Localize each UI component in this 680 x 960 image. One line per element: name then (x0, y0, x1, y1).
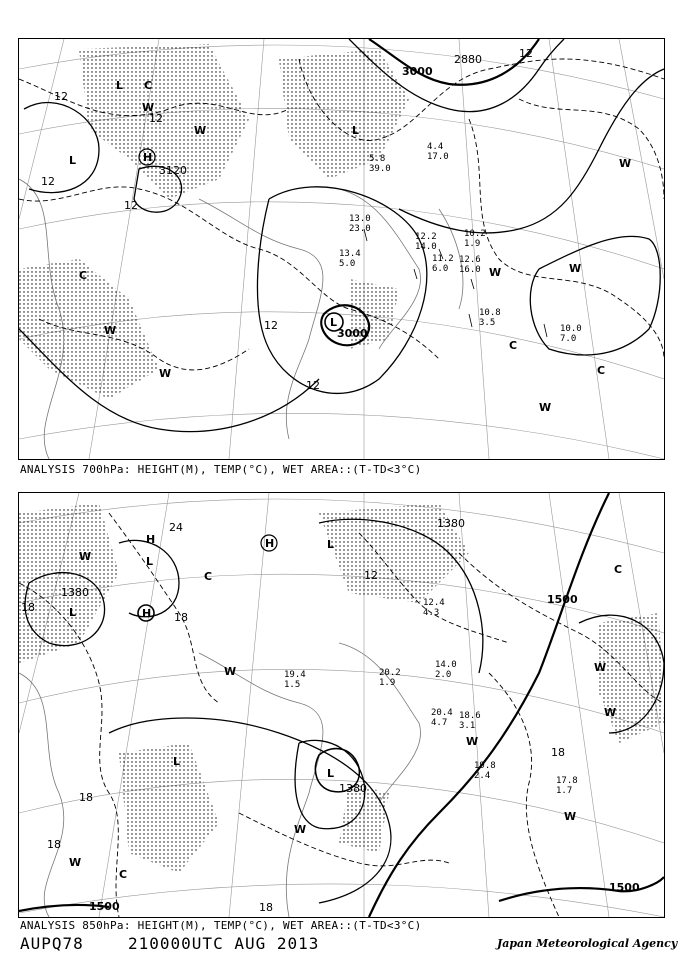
station-temp: 11.2 (432, 254, 454, 264)
station-plot (423, 598, 445, 618)
warm-center-symbol: W (69, 856, 82, 869)
station-dewpoint: 16.0 (459, 265, 481, 275)
contour-label: 1380 (61, 586, 89, 599)
station-temp: 20.4 (431, 708, 453, 718)
low-center-symbol: L (69, 154, 77, 167)
coastlines-850 (19, 643, 421, 917)
station-plot (349, 214, 371, 234)
contour-label: 12 (264, 319, 278, 332)
contour-label: 18 (47, 838, 61, 851)
station-plot (560, 324, 582, 344)
contour-label: 12 (124, 199, 138, 212)
contour-label: 3000 (337, 327, 368, 340)
warm-center-symbol: W (619, 157, 632, 170)
low-center-symbol: L (146, 555, 154, 568)
high-center-symbol: H (142, 607, 152, 620)
station-temp: 10.2 (464, 229, 486, 239)
station-dewpoint: 1.7 (556, 786, 573, 796)
contour-label: 18 (551, 746, 565, 759)
valid-time: 210000UTC AUG 2013 (128, 934, 320, 953)
warm-center-symbol: W (569, 262, 582, 275)
station-dewpoint: 4.3 (423, 608, 440, 618)
station-temp: 10.8 (479, 308, 501, 318)
contour-label: 18 (79, 791, 93, 804)
station-temp: 13.4 (339, 249, 361, 259)
station-plot (379, 668, 401, 688)
station-temp: 12.6 (459, 255, 481, 265)
station-temp: 4.4 (427, 142, 444, 152)
warm-center-symbol: W (489, 266, 502, 279)
contour-label: 1380 (437, 517, 465, 530)
station-plot (464, 229, 486, 249)
station-temp: 19.4 (284, 670, 306, 680)
station-dewpoint: 23.0 (349, 224, 371, 234)
station-dewpoint: 3.1 (459, 721, 476, 731)
station-plot (459, 255, 481, 275)
station-temp: 14.0 (435, 660, 457, 670)
station-temp: 18.6 (459, 711, 481, 721)
caption-700hpa: ANALYSIS 700hPa: HEIGHT(M), TEMP(°C), WET AREA::(T-TD<3°C) (20, 463, 422, 476)
contour-label: 18 (259, 901, 273, 914)
warm-center-symbol: W (104, 324, 117, 337)
contour-label: 18 (174, 611, 188, 624)
cold-center-symbol: C (144, 79, 153, 92)
cold-center-symbol: C (119, 868, 128, 881)
station-plot (339, 249, 361, 269)
low-center-symbol: L (116, 79, 124, 92)
high-center-symbol: H (143, 151, 153, 164)
station-plot (435, 660, 457, 680)
map-700-svg (19, 39, 664, 459)
contour-label: 12 (306, 379, 320, 392)
low-center-symbol: L (352, 124, 360, 137)
station-temp: 20.2 (379, 668, 401, 678)
station-plot (415, 232, 437, 252)
warm-center-symbol: W (294, 823, 307, 836)
cold-center-symbol: C (597, 364, 606, 377)
contour-label: 1500 (609, 881, 640, 894)
contour-label: 1500 (547, 593, 578, 606)
station-dewpoint: 6.0 (432, 264, 449, 274)
station-dewpoint: 1.9 (464, 239, 481, 249)
cold-center-symbol: C (614, 563, 623, 576)
station-plot (556, 776, 578, 796)
station-dewpoint: 1.9 (379, 678, 396, 688)
station-temp: 12.2 (415, 232, 437, 242)
station-temp: 13.0 (349, 214, 371, 224)
station-plot (427, 142, 449, 162)
chart-code: AUPQ78 (20, 934, 84, 953)
low-center-symbol: L (327, 538, 335, 551)
warm-center-symbol: W (142, 101, 155, 114)
cold-center-symbol: C (204, 570, 213, 583)
contour-label: 12 (519, 47, 533, 60)
warm-center-symbol: W (466, 735, 479, 748)
warm-center-symbol: W (594, 661, 607, 674)
station-plot (284, 670, 306, 690)
station-plot (369, 154, 391, 174)
station-plot (431, 708, 453, 728)
map-850-svg (19, 493, 664, 917)
station-dewpoint: 7.0 (560, 334, 577, 344)
contour-label: 3000 (402, 65, 433, 78)
station-temp: 5.8 (369, 154, 386, 164)
station-temp: 10.0 (560, 324, 582, 334)
analysis-700hpa-map (18, 38, 665, 460)
station-dewpoint: 39.0 (369, 164, 391, 174)
contour-label: 1500 (89, 900, 120, 913)
contour-label: 12 (149, 112, 163, 125)
high-center-symbol: H (146, 533, 156, 546)
station-temp: 12.4 (423, 598, 445, 608)
low-center-symbol: L (327, 767, 335, 780)
warm-center-symbol: W (194, 124, 207, 137)
contour-label: 12 (364, 569, 378, 582)
station-plot (474, 761, 496, 781)
low-center-symbol: L (173, 755, 181, 768)
station-dewpoint: 2.4 (474, 771, 491, 781)
contour-label: 1380 (339, 782, 367, 795)
analysis-850hpa-map (18, 492, 665, 918)
contour-label: 12 (54, 90, 68, 103)
warm-center-symbol: W (79, 550, 92, 563)
warm-center-symbol: W (604, 706, 617, 719)
high-center-symbol: H (265, 537, 275, 550)
low-center-symbol: L (330, 316, 338, 329)
station-temp: 17.8 (556, 776, 578, 786)
warm-center-symbol: W (564, 810, 577, 823)
station-plot (479, 308, 501, 328)
caption-850hpa: ANALYSIS 850hPa: HEIGHT(M), TEMP(°C), WET AREA::(T-TD<3°C) (20, 919, 422, 932)
contour-label: 2880 (454, 53, 482, 66)
station-dewpoint: 1.5 (284, 680, 301, 690)
station-dewpoint: 14.0 (415, 242, 437, 252)
station-dewpoint: 3.5 (479, 318, 496, 328)
cold-center-symbol: C (79, 269, 88, 282)
low-center-symbol: L (69, 606, 77, 619)
station-dewpoint: 4.7 (431, 718, 448, 728)
contour-label: 18 (21, 601, 35, 614)
agency-credit: Japan Meteorological Agency (497, 937, 678, 950)
station-dewpoint: 2.0 (435, 670, 452, 680)
station-dewpoint: 5.0 (339, 259, 356, 269)
warm-center-symbol: W (224, 665, 237, 678)
warm-center-symbol: W (159, 367, 172, 380)
station-plot (432, 254, 454, 274)
contour-label: 12 (41, 175, 55, 188)
station-temp: 19.8 (474, 761, 496, 771)
station-plot (459, 711, 481, 731)
contour-label: 3120 (159, 164, 187, 177)
cold-center-symbol: C (509, 339, 518, 352)
contour-label: 24 (169, 521, 183, 534)
warm-center-symbol: W (539, 401, 552, 414)
station-dewpoint: 17.0 (427, 152, 449, 162)
